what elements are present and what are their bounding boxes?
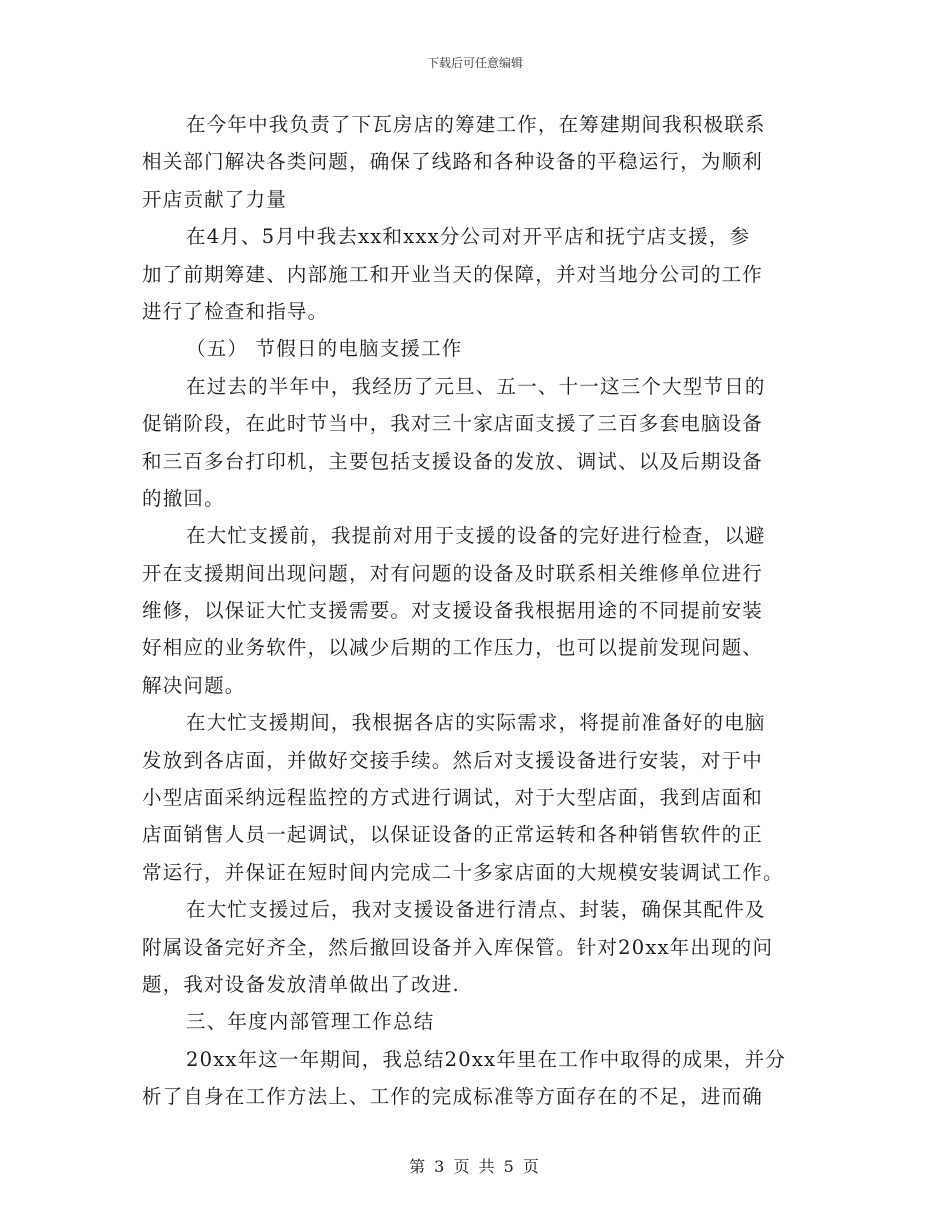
- text-line: 和三百多台打印机，主要包括支援设备的发放、调试、以及后期设备: [142, 449, 764, 473]
- text-line: 在大忙支援期间，我根据各店的实际需求，将提前准备好的电脑: [186, 711, 766, 735]
- text-line: 好相应的业务软件，以减少后期的工作压力，也可以提前发现问题、: [142, 636, 764, 660]
- text-line: 维修，以保证大忙支援需要。对支援设备我根据用途的不同提前安装: [142, 599, 764, 623]
- text-line: 进行了检查和指导。: [142, 299, 329, 323]
- text-line: 在4月、5月中我去xx和xxx分公司对开平店和抚宁店支援，参: [186, 225, 751, 249]
- text-line: 开在支援期间出现问题，对有问题的设备及时联系相关维修单位进行: [142, 561, 764, 585]
- text-line: 常运行，并保证在短时间内完成二十多家店面的大规模安装调试工作。: [142, 860, 784, 884]
- text-line: 加了前期筹建、内部施工和开业当天的保障，并对当地分公司的工作: [142, 262, 764, 286]
- text-line: 的撤回。: [142, 486, 225, 510]
- text-line: 在大忙支援前，我提前对用于支援的设备的完好进行检查，以避: [186, 524, 766, 548]
- text-line: 题，我对设备发放清单做出了改进.: [142, 972, 460, 996]
- text-line: 开店贡献了力量: [142, 187, 287, 211]
- text-line: 相关部门解决各类问题，确保了线路和各种设备的平稳运行，为顺利: [142, 150, 764, 174]
- page-footer: 第 3 页 共 5 页: [409, 1157, 541, 1176]
- text-line: 在过去的半年中，我经历了元旦、五一、十一这三个大型节日的: [186, 374, 766, 398]
- text-line: 附属设备完好齐全，然后撤回设备并入库保管。针对20xx年出现的问: [142, 935, 774, 959]
- text-line: 三、年度内部管理工作总结: [186, 1010, 435, 1034]
- text-line: 析了自身在工作方法上、工作的完成标准等方面存在的不足，进而确: [142, 1085, 764, 1109]
- text-line: 店面销售人员一起调试，以保证设备的正常运转和各种销售软件的正: [142, 823, 764, 847]
- text-line: 促销阶段，在此时节当中，我对三十家店面支援了三百多套电脑设备: [142, 412, 764, 436]
- text-line: 小型店面采纳远程监控的方式进行调试，对于大型店面，我到店面和: [142, 786, 764, 810]
- document-body: [142, 106, 808, 1116]
- text-line: 解决问题。: [142, 673, 246, 697]
- text-line: 发放到各店面，并做好交接手续。然后对支援设备进行安装，对于中: [142, 748, 764, 772]
- text-line: 20xx年这一年期间，我总结20xx年里在工作中取得的成果，并分: [186, 1047, 787, 1071]
- text-line: 在大忙支援过后，我对支援设备进行清点、封装，确保其配件及: [186, 898, 766, 922]
- page-header: 下载后可任意编辑: [426, 56, 523, 70]
- text-line: （五） 节假日的电脑支援工作: [186, 337, 463, 361]
- text-line: 在今年中我负责了下瓦房店的筹建工作，在筹建期间我积极联系: [186, 113, 766, 136]
